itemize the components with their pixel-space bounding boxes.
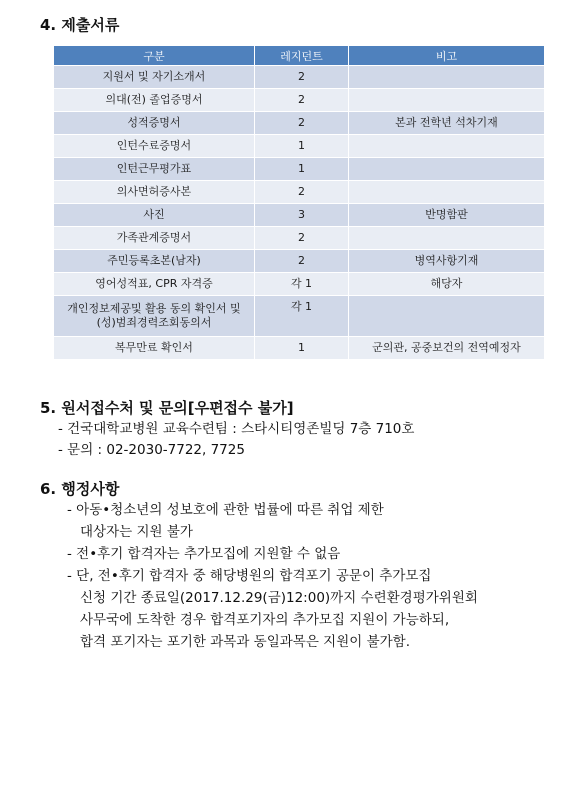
cell-category: 의사면허증사본 bbox=[54, 181, 255, 204]
admin-note-line: 대상자는 지원 불가 bbox=[80, 524, 193, 540]
admin-note-line: - 단, 전•후기 합격자 중 해당병원의 합격포기 공문이 추가모집 bbox=[67, 568, 432, 584]
admin-note-line: - 아동•청소년의 성보호에 관한 법률에 따른 취업 제한 bbox=[67, 502, 384, 518]
admin-note-line: 사무국에 도착한 경우 합격포기자의 추가모집 지원이 가능하되, bbox=[80, 612, 450, 628]
cell-count: 2 bbox=[255, 89, 349, 112]
cell-count: 2 bbox=[255, 227, 349, 250]
table-row bbox=[54, 135, 545, 158]
table-row bbox=[54, 66, 545, 89]
table-row bbox=[54, 112, 545, 135]
cell-category: 인턴근무평가표 bbox=[54, 158, 255, 181]
admin-note-line: 신청 기간 종료일(2017.12.29(금)12:00)까지 수련환경평가위원회 bbox=[80, 590, 478, 606]
table-row bbox=[54, 337, 545, 360]
admin-note-line: 합격 포기자는 포기한 과목과 동일과목은 지원이 불가함. bbox=[80, 634, 410, 650]
table-row bbox=[54, 89, 545, 112]
cell-note: 병역사항기재 bbox=[349, 250, 545, 273]
table-row bbox=[54, 158, 545, 181]
cell-note bbox=[349, 296, 545, 337]
cell-note bbox=[349, 135, 545, 158]
cell-count: 각 1 bbox=[255, 296, 349, 337]
cell-count: 2 bbox=[255, 181, 349, 204]
column-header-category: 구분 bbox=[54, 46, 255, 66]
contact-line: - 문의 : 02-2030-7722, 7725 bbox=[58, 442, 245, 458]
table-row bbox=[54, 227, 545, 250]
cell-category: 사진 bbox=[54, 204, 255, 227]
table-row bbox=[54, 181, 545, 204]
table-row bbox=[54, 273, 545, 296]
section-5-title: 5. 원서접수처 및 문의[우편접수 불가] bbox=[40, 399, 294, 417]
cell-note bbox=[349, 158, 545, 181]
cell-count: 1 bbox=[255, 337, 349, 360]
cell-note: 해당자 bbox=[349, 273, 545, 296]
table-row bbox=[54, 250, 545, 273]
cell-note bbox=[349, 89, 545, 112]
cell-note bbox=[349, 66, 545, 89]
table-header-row bbox=[54, 46, 545, 66]
cell-count: 각 1 bbox=[255, 273, 349, 296]
address-line: - 건국대학교병원 교육수련팀 : 스타시티영존빌딩 7층 710호 bbox=[58, 421, 415, 437]
column-header-note: 비고 bbox=[349, 46, 545, 66]
cell-category: 성적증명서 bbox=[54, 112, 255, 135]
cell-category: 개인정보제공및 활용 동의 확인서 및 (성)범죄경력조회동의서 bbox=[54, 296, 255, 337]
admin-note-line: - 전•후기 합격자는 추가모집에 지원할 수 없음 bbox=[67, 546, 341, 562]
documents-table bbox=[53, 45, 545, 360]
cell-note: 군의관, 공중보건의 전역예정자 bbox=[349, 337, 545, 360]
cell-category: 주민등록초본(남자) bbox=[54, 250, 255, 273]
table-row bbox=[54, 204, 545, 227]
section-4-title: 4. 제출서류 bbox=[40, 16, 120, 34]
cell-category: 지원서 및 자기소개서 bbox=[54, 66, 255, 89]
cell-category: 복무만료 확인서 bbox=[54, 337, 255, 360]
cell-category: 가족관계증명서 bbox=[54, 227, 255, 250]
cell-count: 3 bbox=[255, 204, 349, 227]
cell-count: 2 bbox=[255, 112, 349, 135]
cell-note bbox=[349, 181, 545, 204]
cell-category: 의대(전) 졸업증명서 bbox=[54, 89, 255, 112]
cell-count: 2 bbox=[255, 66, 349, 89]
cell-count: 1 bbox=[255, 158, 349, 181]
cell-count: 2 bbox=[255, 250, 349, 273]
column-header-resident: 레지던트 bbox=[255, 46, 349, 66]
cell-note: 반명함판 bbox=[349, 204, 545, 227]
cell-count: 1 bbox=[255, 135, 349, 158]
section-6-title: 6. 행정사항 bbox=[40, 480, 120, 498]
cell-category: 인턴수료증명서 bbox=[54, 135, 255, 158]
cell-category: 영어성적표, CPR 자격증 bbox=[54, 273, 255, 296]
cell-note bbox=[349, 227, 545, 250]
table-row bbox=[54, 296, 545, 337]
cell-note: 본과 전학년 석차기재 bbox=[349, 112, 545, 135]
